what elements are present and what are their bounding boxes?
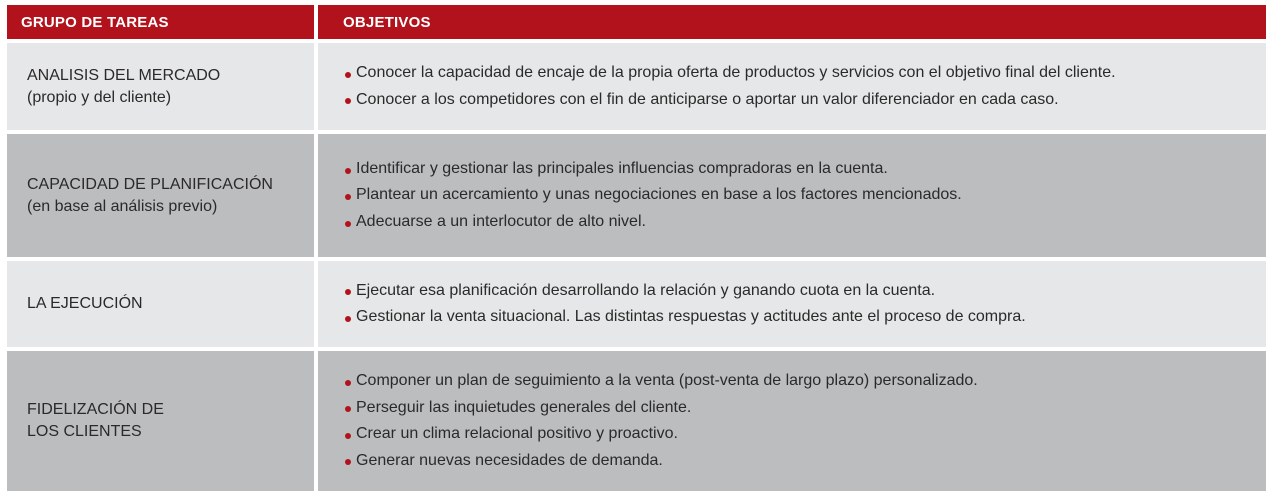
bullet-icon bbox=[345, 459, 351, 465]
header-group-tasks: GRUPO DE TAREAS bbox=[7, 5, 314, 39]
objectives-cell bbox=[318, 351, 1266, 491]
objective-text: Perseguir las inquietudes generales del cliente. bbox=[356, 398, 692, 416]
objective-text: Gestionar la venta situacional. Las distintas respuestas y actitudes ante el proceso de compra. bbox=[356, 308, 1026, 325]
bullet-icon bbox=[345, 221, 351, 227]
objective-text: Conocer la capacidad de encaje de la propia oferta de productos y servicios con el objetivo final del cliente. bbox=[356, 64, 1116, 81]
objective-text: Identificar y gestionar las principales influencias compradoras en la cuenta. bbox=[356, 159, 888, 177]
list-item bbox=[345, 87, 1266, 114]
group-name: ANALISIS DEL MERCADO (propio y del cliente) bbox=[27, 66, 221, 106]
group-cell bbox=[7, 43, 314, 130]
group-name: FIDELIZACIÓN DE LOS CLIENTES bbox=[27, 401, 164, 440]
group-cell bbox=[7, 261, 314, 347]
list-item bbox=[345, 156, 1266, 183]
list-item bbox=[345, 368, 1266, 395]
list-item bbox=[345, 60, 1266, 87]
objectives-cell bbox=[318, 261, 1266, 347]
objective-text: Conocer a los competidores con el fin de anticiparse o aportar un valor diferenciador en cada caso. bbox=[356, 90, 1059, 108]
table-row bbox=[7, 261, 1266, 347]
group-cell bbox=[7, 351, 314, 491]
objective-text: Adecuarse a un interlocutor de alto nivel. bbox=[356, 212, 646, 230]
list-item bbox=[345, 304, 1266, 331]
bullet-icon bbox=[345, 433, 351, 439]
tasks-objectives-table bbox=[7, 5, 1266, 491]
list-item bbox=[345, 182, 1266, 209]
table-row bbox=[7, 351, 1266, 491]
list-item bbox=[345, 448, 1266, 475]
bullet-icon bbox=[345, 72, 351, 78]
bullet-icon bbox=[345, 316, 351, 322]
bullet-icon bbox=[345, 289, 351, 295]
table-row bbox=[7, 43, 1266, 130]
header-objectives: OBJETIVOS bbox=[318, 5, 1266, 39]
group-name: LA EJECUCIÓN bbox=[27, 295, 143, 312]
objective-text: Generar nuevas necesidades de demanda. bbox=[356, 451, 663, 469]
bullet-icon bbox=[345, 168, 351, 174]
table-header bbox=[7, 5, 1266, 39]
list-item bbox=[345, 395, 1266, 422]
objectives-cell bbox=[318, 43, 1266, 130]
bullet-icon bbox=[345, 406, 351, 412]
list-item bbox=[345, 209, 1266, 236]
group-cell bbox=[7, 134, 314, 257]
bullet-icon bbox=[345, 380, 351, 386]
bullet-icon bbox=[345, 194, 351, 200]
list-item bbox=[345, 278, 1266, 305]
table-row bbox=[7, 134, 1266, 257]
objective-text: Componer un plan de seguimiento a la venta (post-venta de largo plazo) personalizado. bbox=[356, 372, 978, 389]
objective-text: Plantear un acercamiento y unas negociaciones en base a los factores mencionados. bbox=[356, 186, 962, 204]
objectives-cell bbox=[318, 134, 1266, 257]
group-name: CAPACIDAD DE PLANIFICACIÓN (en base al análisis previo) bbox=[27, 175, 273, 215]
list-item bbox=[345, 421, 1266, 448]
objective-text: Ejecutar esa planificación desarrollando la relación y ganando cuota en la cuenta. bbox=[356, 281, 936, 299]
bullet-icon bbox=[345, 98, 351, 104]
objective-text: Crear un clima relacional positivo y proactivo. bbox=[356, 425, 678, 442]
